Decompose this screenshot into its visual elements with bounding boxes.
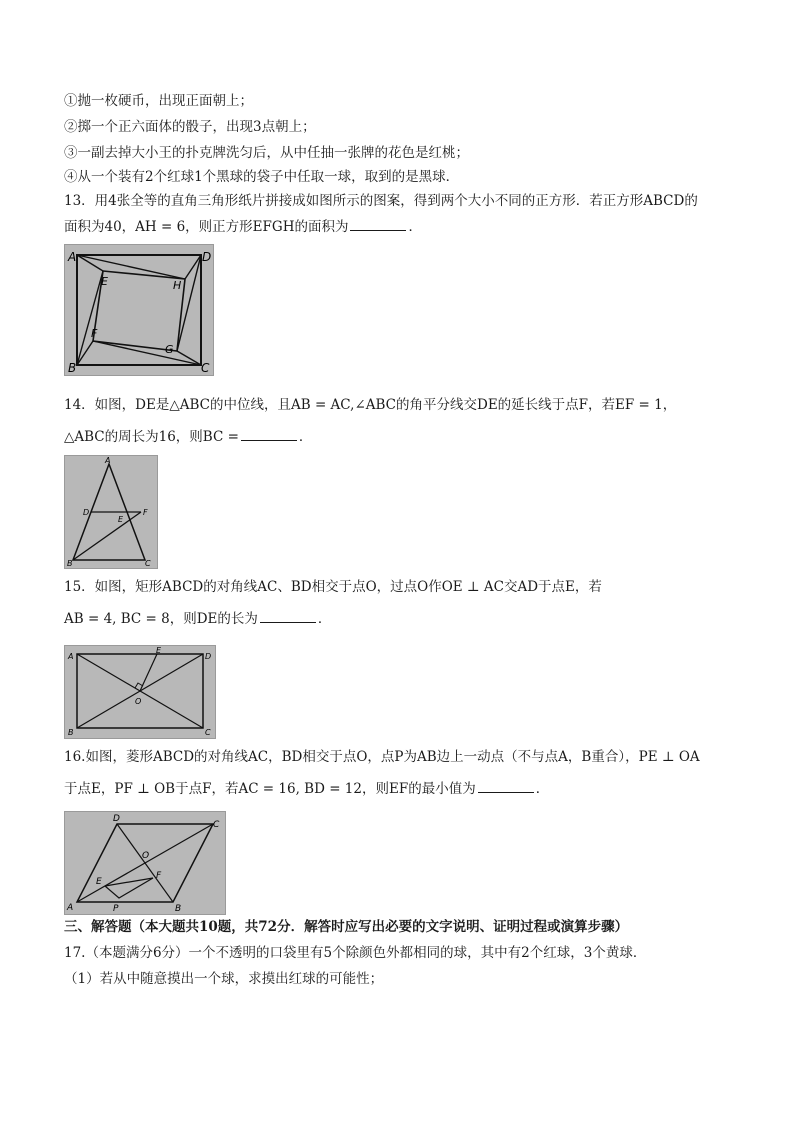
item-coin: ①抛一枚硬币，出现正面朝上； [64,93,253,109]
q16-label-d: D [113,814,120,824]
q13-label-c: C [201,361,210,375]
q15-label-b: B [68,728,74,737]
q13-label-g: G [165,343,174,356]
item-dice: ②掷一个正六面体的骰子，出现3点朝上； [64,119,316,135]
q16-period: ． [535,781,550,797]
q14-label-f: F [143,508,148,517]
q14-label-c: C [145,559,151,568]
q16-figure [64,811,226,915]
q16-text: 于点E，PF ⊥ OB于点F，若AC = 16, BD = 12，则EF的最小值为 [64,781,476,797]
q16-line1: 16.如图，菱形ABCD的对角线AC，BD相交于点O，点P为AB边上一动点（不与点A，B重合），PE ⊥ OA [64,749,700,765]
q15-text: AB = 4, BC = 8，则DE的长为 [64,611,258,627]
q14-line2 [64,428,312,446]
q13-diagram [65,245,213,375]
q15-figure [64,645,216,739]
q17-part1: （1）若从中随意摸出一个球，求摸出红球的可能性； [64,971,384,987]
q14-label-d: D [83,508,90,517]
item-cards: ③一副去掉大小王的扑克牌洗匀后，从中任抽一张牌的花色是红桃； [64,145,469,161]
q15-period: ． [317,611,332,627]
q13-line1: 13．用4张全等的直角三角形纸片拼接成如图所示的图案，得到两个大小不同的正方形．若正方形ABCD的 [64,193,698,209]
q14-diagram [65,456,157,568]
q15-label-a: A [68,652,74,661]
q15-label-d: D [205,652,212,661]
q15-label-o: O [135,697,142,706]
q13-label-a: A [68,250,77,264]
q13-answer-blank [350,218,406,231]
q17-line1: 17.（本题满分6分）一个不透明的口袋里有5个除颜色外都相同的球，其中有2个红球，3个黄球． [64,945,647,961]
q15-line1: 15．如图，矩形ABCD的对角线AC、BD相交于点O，过点O作OE ⊥ AC交AD于点E，若 [64,579,602,595]
q15-answer-blank [260,610,316,623]
q14-line1: 14．如图，DE是△ABC的中位线，且AB = AC,∠ABC的角平分线交DE的延长线于点F，若EF = 1， [64,397,677,413]
q16-answer-blank [478,780,534,793]
q16-label-f: F [156,871,162,881]
q13-label-h: H [173,279,182,292]
q14-label-b: B [67,559,73,568]
section-3-heading: 三、解答题（本大题共10题，共72分．解答时应写出必要的文字说明、证明过程或演算步骤） [64,919,629,935]
q15-diagram [65,646,215,738]
q16-label-a: A [67,903,74,913]
q13-period: ． [408,219,422,235]
q15-line2 [64,610,331,628]
q14-label-a: A [105,456,111,465]
q16-line2 [64,780,549,798]
q16-label-c: C [213,820,220,830]
q13-label-b: B [68,361,77,375]
q16-label-b: B [175,904,182,914]
q13-label-e: E [101,275,108,288]
q15-label-e: E [156,646,162,655]
q13-figure [64,244,214,376]
q16-diagram [65,812,225,914]
q13-text: 面积为40，AH = 6，则正方形EFGH的面积为 [64,219,349,235]
q14-period: ． [298,429,313,445]
q16-label-e: E [96,877,102,887]
q14-figure [64,455,158,569]
q15-label-c: C [205,728,211,737]
q14-text: △ABC的周长为16，则BC = [64,429,239,445]
q14-label-e: E [118,515,124,524]
q13-label-f: F [91,327,98,340]
q13-label-d: D [202,250,212,264]
q14-answer-blank [241,428,297,441]
q16-label-p: P [113,904,119,914]
q16-label-o: O [142,851,150,861]
item-balls: ④从一个装有2个红球1个黑球的袋子中任取一球，取到的是黑球． [64,169,460,185]
q13-line2 [64,218,422,236]
